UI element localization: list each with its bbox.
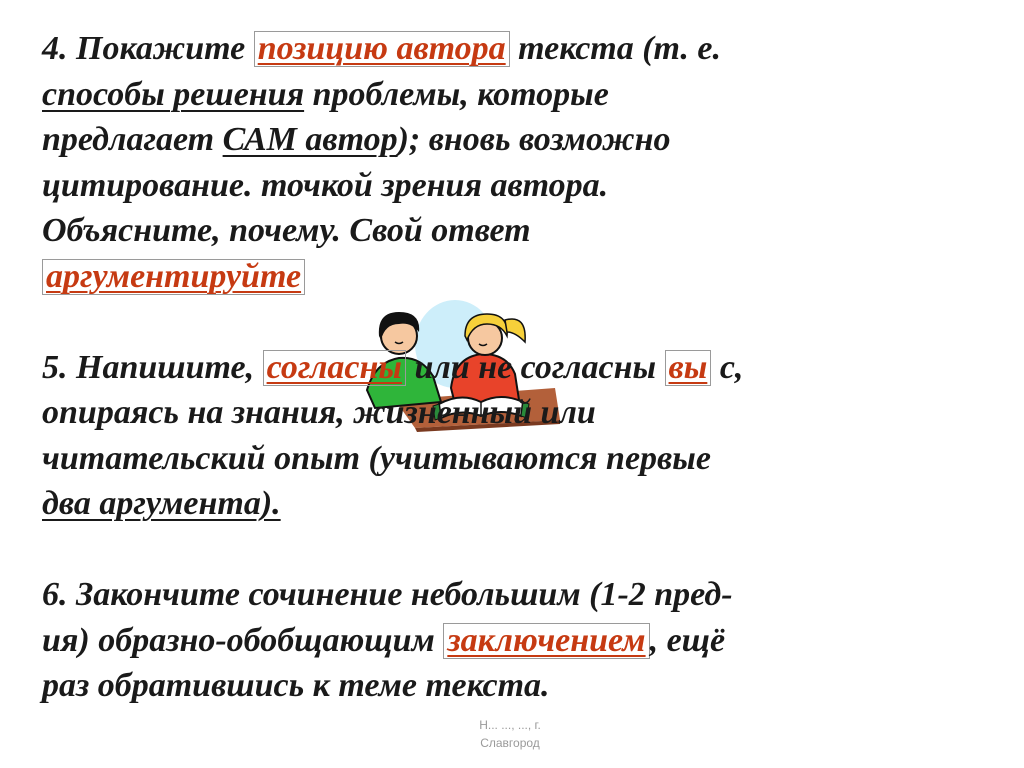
item4-line2 [42,72,872,118]
item4-text: ); вновь возможно [397,121,671,158]
item4-text: 4. Покажите [42,30,254,67]
you-highlight: вы [665,350,712,386]
spacer [42,527,872,573]
item4-line1 [42,26,872,72]
agree-highlight: согласны [263,350,406,386]
author-position-highlight: позицию автора [254,31,510,67]
item5-line2: опираясь на знания, жизненный или [42,394,596,431]
item4-line4: цитирование. точкой зрения автора. [42,166,609,204]
author-himself-underlined: САМ автор [222,121,398,158]
item5-text: с, [711,348,744,386]
slide-text [42,26,872,709]
footer-credit [360,716,660,752]
footer-city: Славгород [480,736,540,750]
item6-text: , ещё [649,621,726,659]
item4-line6 [42,254,872,300]
item4-text: предлагает [42,121,223,158]
conclusion-highlight: заключением [443,623,649,659]
solution-methods-underlined: способы решения [42,75,305,113]
item5-line1 [42,345,872,391]
item5-line3: читательский опыт (учитываются первые [42,439,711,477]
item6-line1: 6. Закончите сочинение небольшим (1-2 пред- [42,576,733,613]
item5-text: 5. Напишите, [42,348,263,386]
spacer [42,299,872,345]
item5-line4 [42,481,872,527]
two-arguments-underlined: два аргумента). [42,485,281,522]
item5-text: или не согласны [405,348,665,386]
item4-text: текста (т. е. [509,30,722,67]
item6-line3: раз обратившись к теме текста. [42,667,550,704]
footer-author: Н... ..., ..., г. [479,718,541,732]
item6-text: ия) образно-обобщающим [42,621,444,659]
item4-text: проблемы, которые [304,75,609,113]
argue-highlight: аргументируйте [42,259,305,295]
item4-line3 [42,117,872,163]
item4-line5: Объясните, почему. Свой ответ [42,212,531,249]
item6-line2 [42,618,872,664]
